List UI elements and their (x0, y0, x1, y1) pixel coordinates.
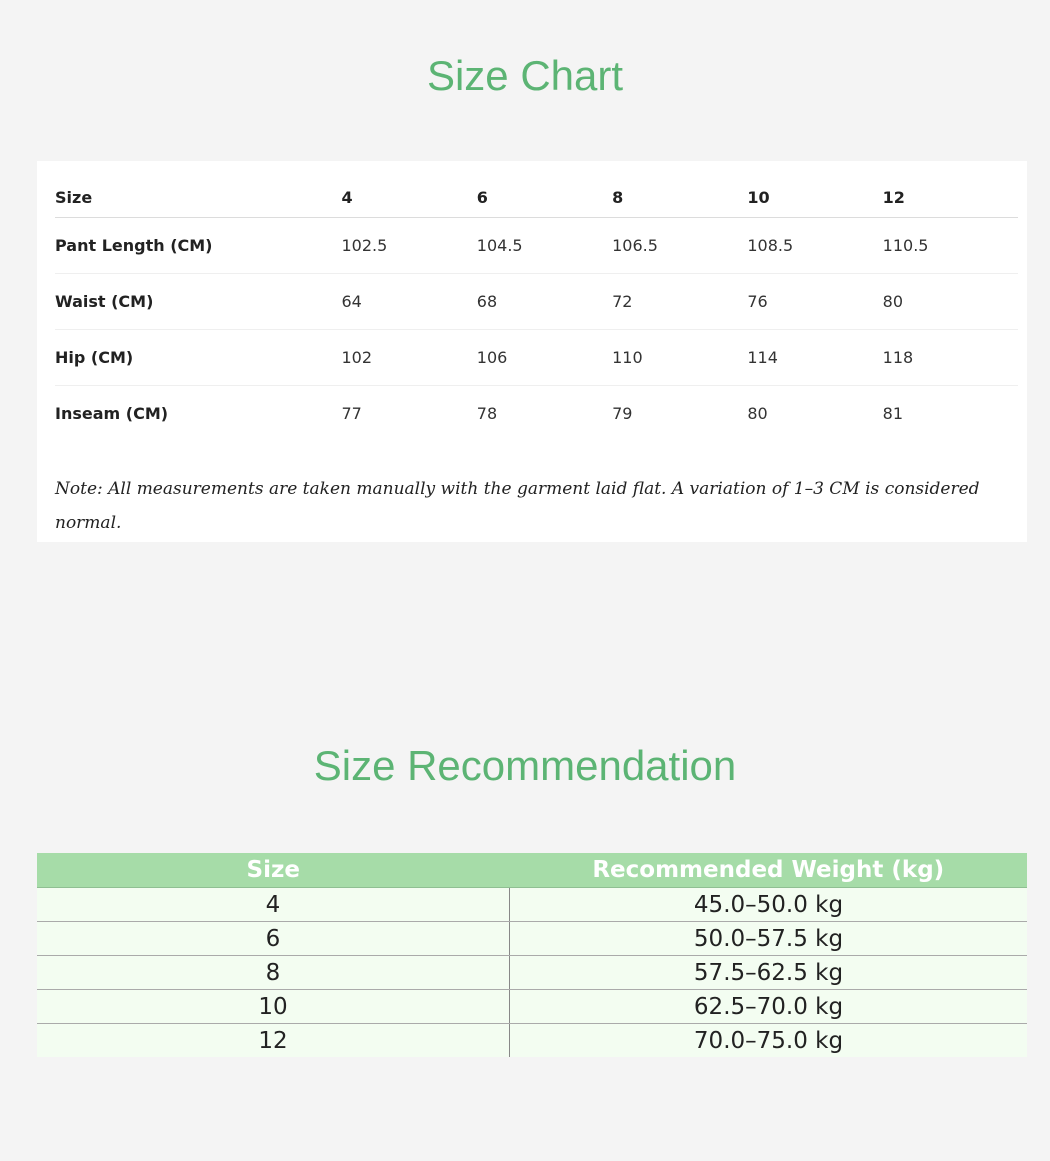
weight-cell: 50.0–57.5 kg (510, 922, 1028, 956)
table-row (37, 888, 1027, 922)
size-chart-card (37, 161, 1027, 542)
size-chart-header-size: 10 (747, 177, 882, 218)
table-cell: 80 (883, 274, 1018, 330)
table-cell: 68 (477, 274, 612, 330)
size-recommendation-title: Size Recommendation (313, 742, 737, 789)
table-cell: 79 (612, 404, 633, 423)
table-row (55, 274, 1018, 330)
size-chart-header-size: 6 (477, 177, 612, 218)
row-label-waist: Waist (CM) (55, 274, 341, 330)
table-cell: 110 (612, 330, 747, 386)
table-cell: 106 (477, 330, 612, 386)
table-cell: 118 (883, 330, 1018, 386)
table-cell: 80 (747, 404, 768, 423)
table-cell: 108.5 (747, 218, 882, 274)
size-chart-header-row (55, 177, 1018, 218)
header-size: Size (37, 853, 510, 888)
row-label-inseam: Inseam (CM) (55, 404, 169, 423)
row-label-hip: Hip (CM) (55, 330, 341, 386)
header-recommended-weight: Recommended Weight (kg) (510, 853, 1028, 888)
weight-cell: 70.0–75.0 kg (510, 1024, 1028, 1058)
size-recommendation-table (37, 853, 1027, 1057)
size-cell: 4 (37, 888, 510, 922)
table-row (37, 1024, 1027, 1058)
size-cell: 10 (37, 990, 510, 1024)
size-cell: 12 (37, 1024, 510, 1058)
size-cell: 6 (37, 922, 510, 956)
table-cell: 78 (476, 404, 498, 423)
table-row (55, 386, 1018, 442)
table-cell: 102 (341, 330, 476, 386)
row-label-pant-length: Pant Length (CM) (55, 218, 341, 274)
size-chart-header-size: 8 (612, 177, 747, 218)
table-cell: 72 (612, 274, 747, 330)
table-row (55, 330, 1018, 386)
table-cell: 81 (882, 404, 904, 423)
size-chart-table (55, 177, 1018, 441)
recommendation-header-row (37, 853, 1027, 888)
weight-cell: 62.5–70.0 kg (510, 990, 1028, 1024)
table-cell: 104.5 (477, 218, 612, 274)
table-row (37, 956, 1027, 990)
size-chart-header-size: 4 (341, 177, 476, 218)
weight-cell: 57.5–62.5 kg (510, 956, 1028, 990)
table-row (55, 218, 1018, 274)
size-cell: 8 (37, 956, 510, 990)
size-chart-header-size: 12 (883, 177, 1018, 218)
table-cell: 102.5 (341, 218, 476, 274)
table-row (37, 990, 1027, 1024)
table-row (37, 922, 1027, 956)
measurement-note: Note: All measurements are taken manually with the garment laid flat. A variation of 1–3 CM is considered normal. (55, 479, 980, 533)
table-cell: 64 (341, 274, 476, 330)
size-chart-header-label: Size (55, 177, 341, 218)
table-cell: 106.5 (612, 218, 747, 274)
table-cell: 76 (747, 274, 882, 330)
size-chart-title: Size Chart (426, 52, 624, 99)
table-cell: 77 (341, 404, 362, 423)
weight-cell: 45.0–50.0 kg (510, 888, 1028, 922)
table-cell: 110.5 (883, 218, 1018, 274)
table-cell: 114 (747, 330, 882, 386)
